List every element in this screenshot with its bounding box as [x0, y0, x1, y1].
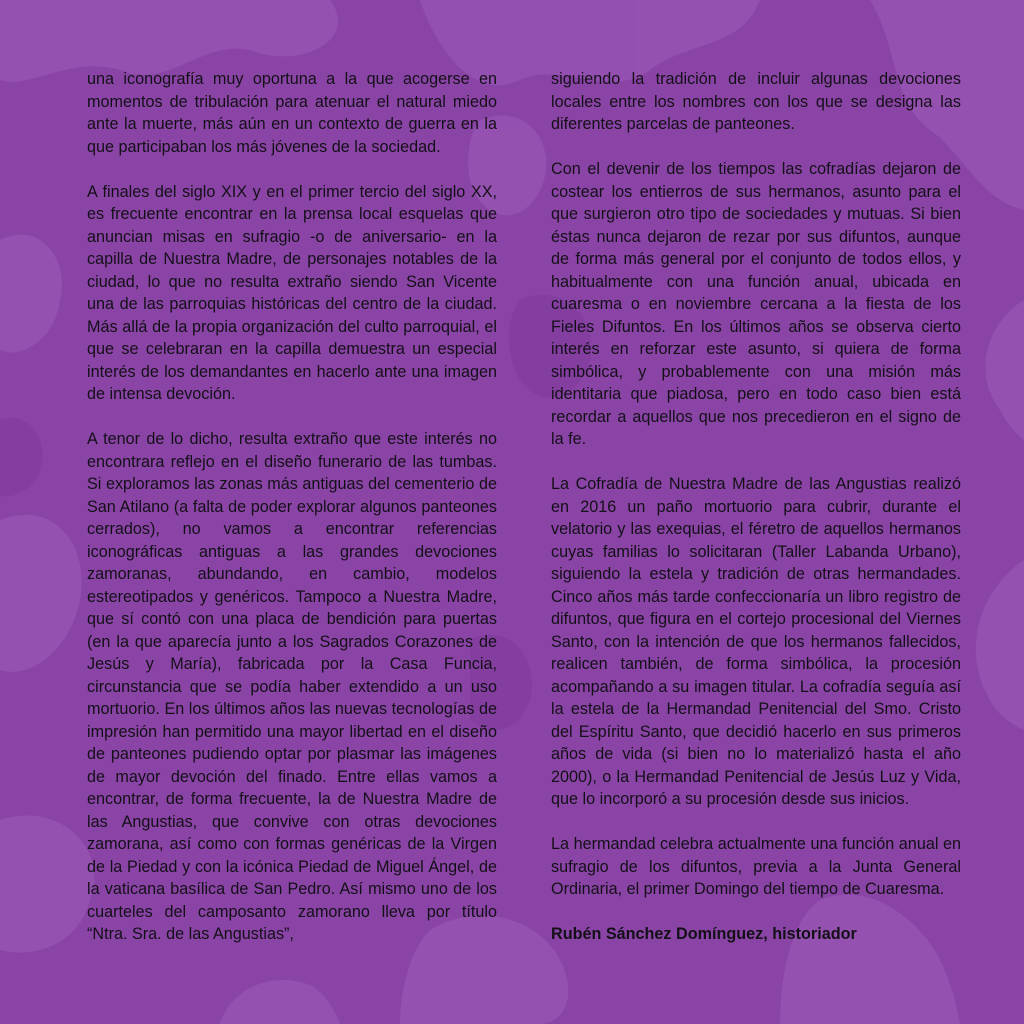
author-signature: Rubén Sánchez Domínguez, historiador: [551, 925, 857, 943]
right-paragraph-2: Con el devenir de los tiempos las cofradías dejaron de costear los entierros de sus hermanos, asunto para el que surgieron otro tipo de sociedades y mutuas. Si bien éstas nunca dejaron de rezar por sus difuntos, aunque de forma más general por el conjunto de todos ellos, y habitualmente con una función anual, ubicada en cuaresma o en noviembre cercana a la fiesta de los Fieles Difuntos. En los últimos años se observa cierto interés en reforzar este asunto, si quiera de forma simbólica, y probablemente con una misión más identitaria que piadosa, pero en todo caso bien está recordar a aquellos que nos precedieron en el signo de la fe.: [551, 160, 961, 448]
left-column: [87, 68, 497, 968]
left-paragraph-1: una iconografía muy oportuna a la que acogerse en momentos de tribulación para atenuar el natural miedo ante la muerte, más aún en un contexto de guerra en la que participaban los más jóvenes de la sociedad.: [87, 70, 497, 156]
left-paragraph-3: A tenor de lo dicho, resulta extraño que este interés no encontrara reflejo en el diseño funerario de las tumbas. Si exploramos las zonas más antiguas del cementerio de San Atilano (a falta de poder explorar algunos panteones cerrados), no vamos a encontrar referencias iconográficas antiguas a las grandes devociones zamoranas, abundando, en cambio, modelos estereotipados y genéricos. Tampoco a Nuestra Madre, que sí contó con una placa de bendición para puertas (en la que aparecía junto a los Sagrados Corazones de Jesús y María), fabricada por la Casa Funcia, circunstancia que se podía haber extendido a un uso mortuorio. En los últimos años las nuevas tecnologías de impresión han permitido una mayor libertad en el diseño de panteones pudiendo optar por plasmar las imágenes de mayor devoción del finado. Entre ellas vamos a encontrar, de forma frecuente, la de Nuestra Madre de las Angustias, que convive con otras devociones zamorana, así como con formas genéricas de la Virgen de la Piedad y con la icónica Piedad de Miguel Ángel, de la vaticana basílica de San Pedro. Así mismo uno de los cuarteles del camposanto zamorano lleva por título “Ntra. Sra. de las Angustias”,: [87, 430, 497, 943]
right-paragraph-1: siguiendo la tradición de incluir algunas devociones locales entre los nombres con los que se designa las diferentes parcelas de panteones.: [551, 70, 961, 133]
right-column: [551, 68, 961, 968]
right-paragraph-4: La hermandad celebra actualmente una función anual en sufragio de los difuntos, previa a la Junta General Ordinaria, el primer Domingo del tiempo de Cuaresma.: [551, 835, 961, 898]
left-paragraph-2: A finales del siglo XIX y en el primer tercio del siglo XX, es frecuente encontrar en la prensa local esquelas que anuncian misas en sufragio -o de aniversario- en la capilla de Nuestra Madre, de personajes notables de la ciudad, lo que no resulta extraño siendo San Vicente una de las parroquias históricas del centro de la ciudad. Más allá de la propia organización del culto parroquial, el que se celebraran en la capilla demuestra un especial interés de los demandantes en hacerlo ante una imagen de intensa devoción.: [87, 182, 497, 403]
right-paragraph-3: La Cofradía de Nuestra Madre de las Angustias realizó en 2016 un paño mortuorio para cubrir, durante el velatorio y las exequias, el féretro de aquellos hermanos cuyas familias lo solicitaran (Taller Labanda Urbano), siguiendo la estela y tradición de otras hermandades. Cinco años más tarde confeccionaría un libro registro de difuntos, que figura en el cortejo procesional del Viernes Santo, con la intención de que los hermanos fallecidos, realicen también, de forma simbólica, la procesión acompañando a su imagen titular. La cofradía seguía así la estela de la Hermandad Penitencial del Smo. Cristo del Espíritu Santo, que decidió hacerlo en sus primeros años de vida (si bien no lo materializó hasta el año 2000), o la Hermandad Penitencial de Jesús Luz y Vida, que lo incorporó a su procesión desde sus inicios.: [551, 475, 961, 808]
